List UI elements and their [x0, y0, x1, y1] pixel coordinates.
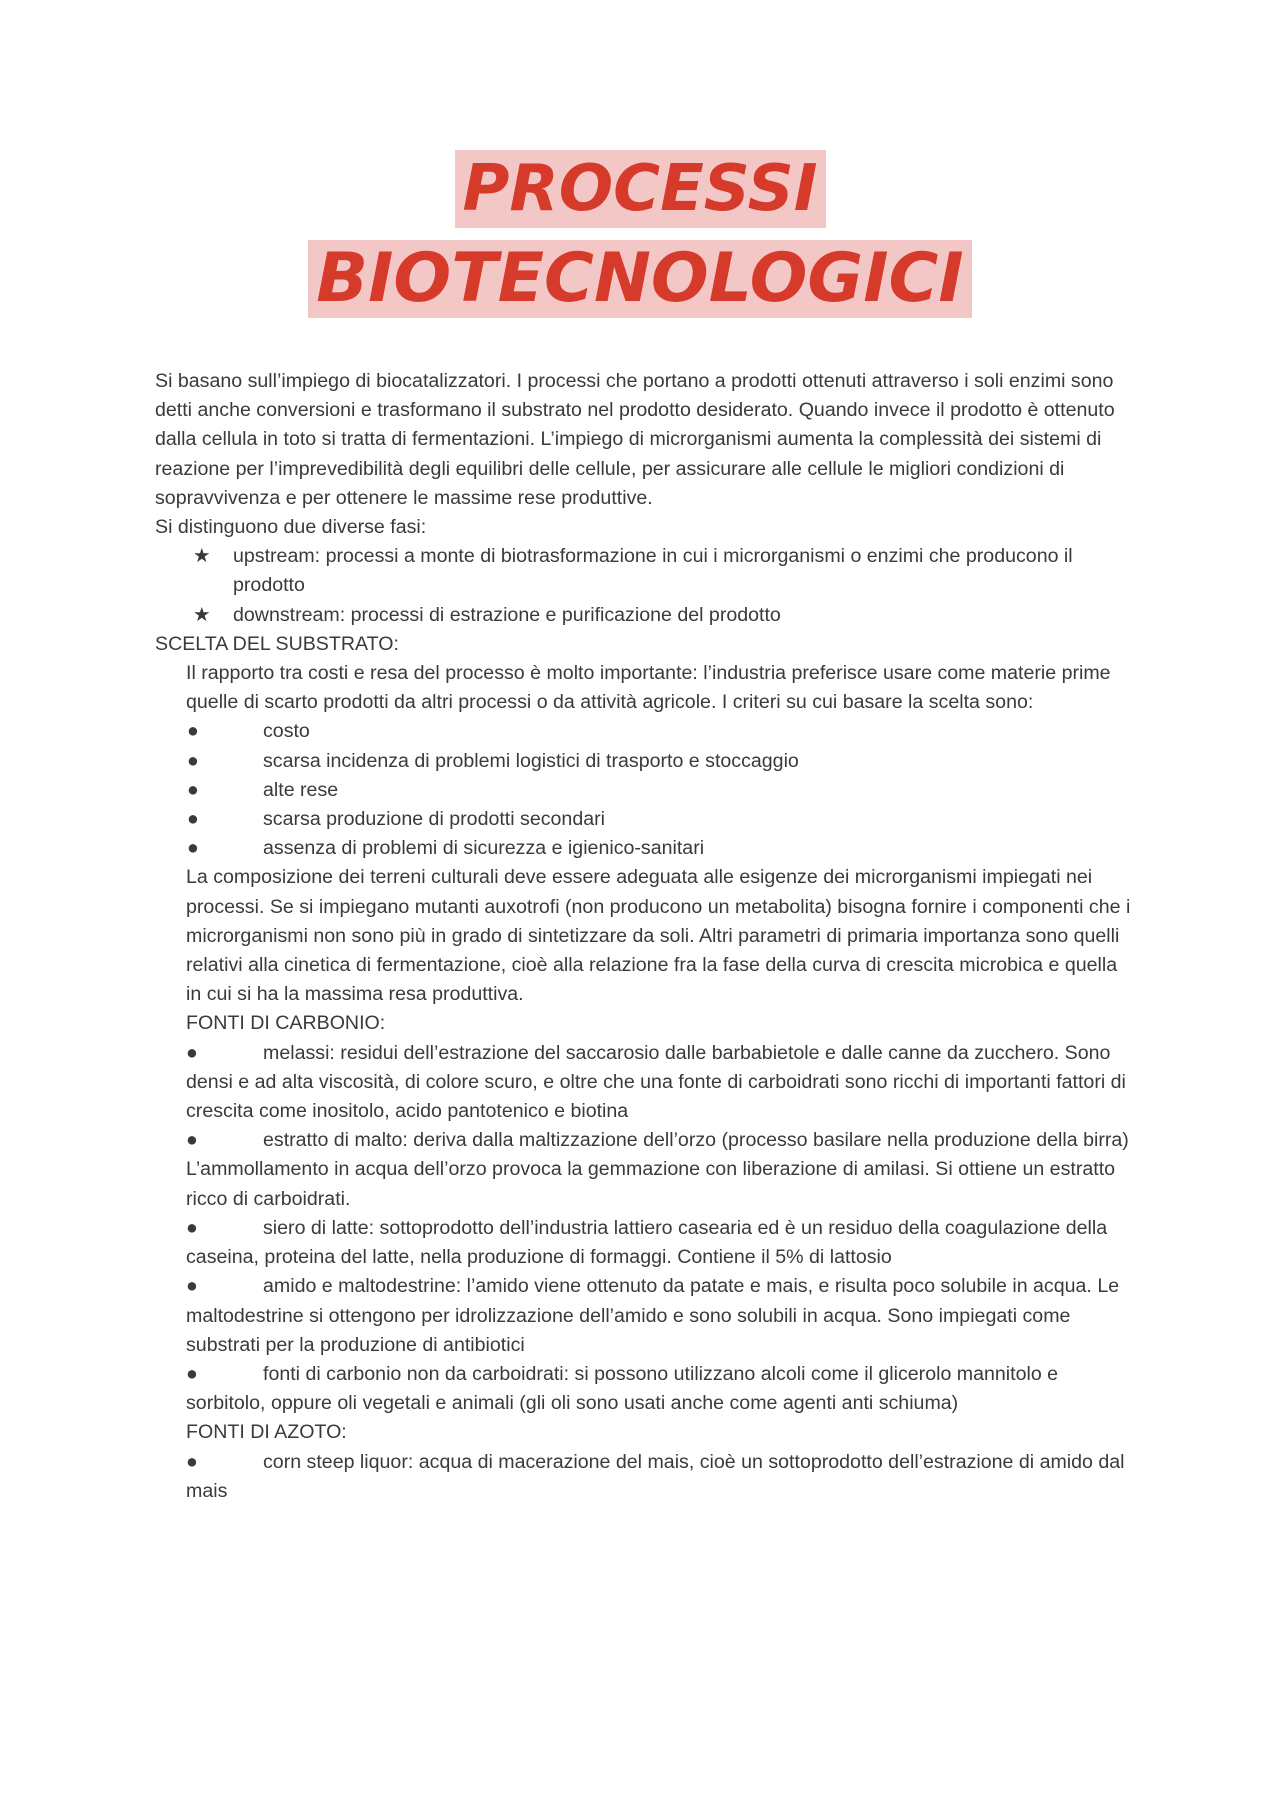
substrate-paragraph: Il rapporto tra costi e resa del processo è molto importante: l’industria preferisce usare come materie prime quelle di scarto prodotti da altri processi o da attività agricole. I criteri su cui basare la scelta sono: [186, 662, 1111, 714]
criteria-item [155, 717, 1135, 746]
carbon-item-text: amido e maltodestrine: l’amido viene ottenuto da patate e mais, e risulta poco solubile in acqua. Le maltodestrine si ottengono per idrolizzazione dell’amido e sono solubili in acqua. Sono impiegati come substrati per la produzione di antibiotici [186, 1275, 1120, 1356]
carbon-item-text: melassi: residui dell’estrazione del saccarosio dalle barbabietole e dalle canne da zucchero. Sono densi e ad alta viscosità, di colore scuro, e oltre che una fonte di carboidrati sono ricchi di importanti fattori di crescita come inositolo, acido pantotenico e biotina [186, 1041, 1126, 1123]
phase-item-downstream [155, 601, 1135, 630]
document-title [0, 150, 1280, 318]
criteria-item [155, 776, 1135, 805]
criteria-item [155, 747, 1135, 776]
carbon-item [155, 1360, 1135, 1418]
star-icon: ★ [193, 545, 211, 568]
title-line-2: BIOTECNOLOGICI [308, 240, 971, 318]
bullet-icon: ● [187, 808, 199, 831]
carbon-item-text: estratto di malto: deriva dalla maltizzazione dell’orzo (processo basilare nella produzione della birra) L’ammollamento in acqua dell’orzo provoca la gemmazione con liberazione di amilasi. Si ottiene un estratto ricco di carboidrati. [186, 1129, 1129, 1210]
criteria-text: scarsa incidenza di problemi logistici di trasporto e stoccaggio [263, 749, 799, 772]
carbon-heading: FONTI DI CARBONIO: [186, 1012, 386, 1035]
nitrogen-item-text: corn steep liquor: acqua di macerazione del mais, cioè un sottoprodotto dell’estrazione di amido dal mais [186, 1450, 1125, 1502]
criteria-text: scarsa produzione di prodotti secondari [263, 808, 606, 831]
bullet-icon: ● [187, 749, 199, 772]
bullet-icon: ● [187, 720, 199, 743]
criteria-text: alte rese [263, 778, 339, 801]
intro-paragraph: Si basano sull’impiego di biocatalizzatori. I processi che portano a prodotti ottenuti attraverso i soli enzimi sono detti anche conversioni e trasformano il substrato nel prodotto desiderato. Quando invece il prodotto è ottenuto dalla cellula in toto si tratta di fermentazioni. L’impiego di microrganismi aumenta la complessità dei sistemi di reazione per l’imprevedibilità degli equilibri delle cellule, per assicurare alle cellule le migliori condizioni di sopravvivenza e per ottenere le massime rese produttive. [155, 370, 1115, 509]
bullet-icon: ● [186, 1362, 198, 1385]
bullet-icon: ● [187, 837, 199, 860]
bullet-icon: ● [186, 1450, 198, 1473]
bullet-icon: ● [186, 1216, 198, 1239]
phase-text: upstream: processi a monte di biotrasformazione in cui i microrganismi o enzimi che producono il prodotto [233, 545, 1073, 597]
carbon-item [155, 1214, 1135, 1272]
phase-item-upstream [155, 542, 1135, 600]
criteria-text: assenza di problemi di sicurezza e igienico-sanitari [263, 837, 705, 860]
star-icon: ★ [193, 603, 211, 626]
bullet-icon: ● [187, 778, 199, 801]
phases-intro: Si distinguono due diverse fasi: [155, 516, 427, 539]
carbon-item [155, 1126, 1135, 1214]
carbon-item [155, 1039, 1135, 1127]
carbon-item [155, 1272, 1135, 1360]
title-line-1: PROCESSI [455, 150, 826, 228]
bullet-icon: ● [186, 1275, 198, 1298]
nitrogen-item [155, 1448, 1135, 1506]
nitrogen-heading: FONTI DI AZOTO: [186, 1421, 347, 1444]
bullet-icon: ● [186, 1129, 198, 1152]
carbon-item-text: fonti di carbonio non da carboidrati: si possono utilizzano alcoli come il glicerolo mannitolo e sorbitolo, oppure oli vegetali e animali (gli oli sono usati anche come agenti anti schiuma) [186, 1362, 1059, 1415]
criteria-item [155, 805, 1135, 834]
substrate-heading: SCELTA DEL SUBSTRATO: [155, 632, 399, 655]
criteria-text: costo [263, 720, 310, 743]
document-body [155, 367, 1135, 1506]
criteria-item [155, 834, 1135, 863]
phase-text: downstream: processi di estrazione e purificazione del prodotto [233, 603, 781, 626]
composition-paragraph: La composizione dei terreni culturali deve essere adeguata alle esigenze dei microrganismi impiegati nei processi. Se si impiegano mutanti auxotrofi (non producono un metabolita) bisogna fornire i componenti che i microrganismi non sono più in grado di sintetizzare da soli. Altri parametri di primaria importanza sono quelli relativi alla cinetica di fermentazione, cioè alla relazione fra la fase della curva di crescita microbica e quella in cui si ha la massima resa produttiva. [186, 866, 1131, 1006]
carbon-item-text: siero di latte: sottoprodotto dell’industria lattiero casearia ed è un residuo della coagulazione della caseina, proteina del latte, nella produzione di formaggi. Contiene il 5% di lattosio [186, 1216, 1108, 1269]
bullet-icon: ● [186, 1041, 198, 1064]
